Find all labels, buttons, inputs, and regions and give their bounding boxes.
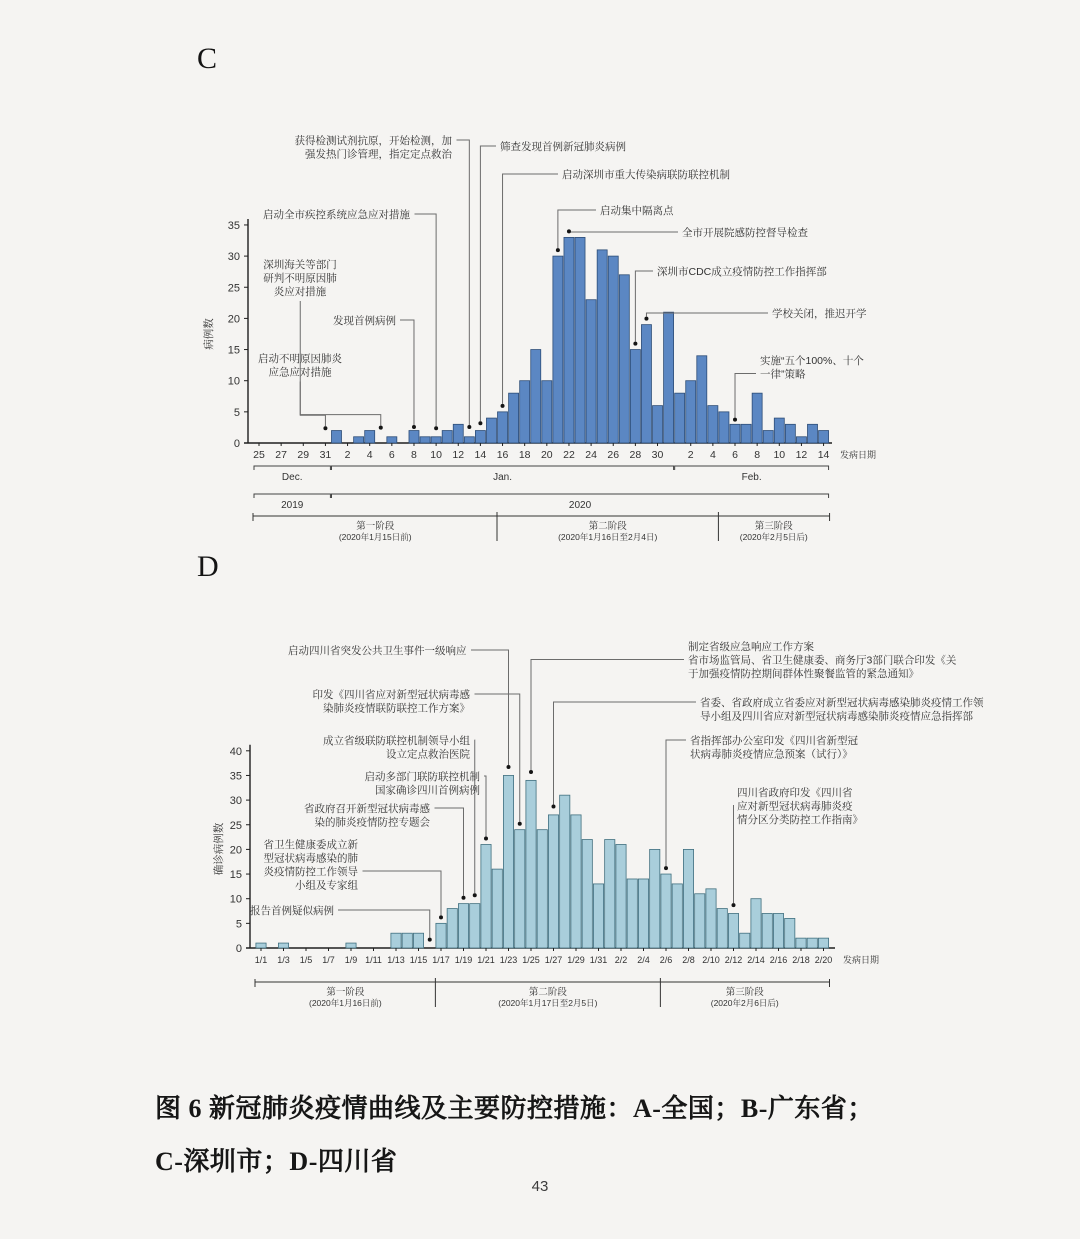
svg-text:省卫生健康委成立新型冠状病毒感染的肺炎疫情防控工作领导小组及: 省卫生健康委成立新型冠状病毒感染的肺炎疫情防控工作领导小组及专家组 (263, 839, 358, 892)
svg-text:20: 20 (227, 313, 240, 326)
svg-text:25: 25 (227, 282, 240, 295)
svg-text:30: 30 (229, 795, 242, 808)
svg-text:第一阶段: 第一阶段 (356, 521, 395, 532)
svg-text:Feb.: Feb. (741, 472, 762, 483)
svg-text:2019: 2019 (281, 500, 304, 511)
svg-text:1/29: 1/29 (567, 955, 585, 965)
svg-text:启动多部门联防联控机制国家确诊四川首例病例: 启动多部门联防联控机制国家确诊四川首例病例 (364, 771, 480, 797)
svg-text:14: 14 (817, 449, 830, 461)
svg-text:5: 5 (235, 918, 242, 931)
svg-text:15: 15 (227, 344, 240, 357)
svg-text:14: 14 (474, 449, 487, 461)
svg-text:10: 10 (773, 449, 786, 461)
svg-text:6: 6 (388, 449, 395, 461)
svg-text:2/12: 2/12 (724, 955, 743, 965)
svg-text:4: 4 (366, 449, 373, 461)
svg-text:(2020年1月16日至2月4日): (2020年1月16日至2月4日) (558, 532, 658, 542)
svg-text:40: 40 (229, 745, 242, 758)
svg-text:发病日期: 发病日期 (840, 450, 877, 460)
epidemic-curve-chart-sichuan (0, 608, 1080, 1053)
svg-text:1/13: 1/13 (387, 955, 405, 965)
svg-text:10: 10 (430, 449, 442, 461)
svg-text:1/5: 1/5 (299, 955, 313, 965)
svg-text:四川省政府印发《四川省应对新型冠状病毒肺炎疫情分区分类防控工: 四川省政府印发《四川省应对新型冠状病毒肺炎疫情分区分类防控工作指南》 (737, 787, 863, 826)
svg-text:发现首例病例: 发现首例病例 (333, 315, 396, 327)
svg-text:启动集中隔离点: 启动集中隔离点 (600, 205, 674, 217)
svg-text:1/27: 1/27 (544, 955, 563, 965)
svg-text:2: 2 (344, 449, 351, 461)
svg-text:启动深圳市重大传染病联防联控机制: 启动深圳市重大传染病联防联控机制 (562, 169, 730, 181)
svg-text:1/31: 1/31 (589, 955, 608, 965)
svg-text:12: 12 (795, 449, 808, 461)
svg-text:28: 28 (629, 449, 642, 461)
svg-text:2/10: 2/10 (702, 955, 720, 965)
svg-text:第三阶段: 第三阶段 (754, 521, 793, 532)
svg-text:制定省级应急响应工作方案省市场监管局、省卫生健康委、商务厅3: 制定省级应急响应工作方案省市场监管局、省卫生健康委、商务厅3部门联合印发《关于加强疫情防控期间群体性聚餐监管的紧急通知》 (688, 641, 957, 680)
svg-text:35: 35 (229, 770, 242, 783)
panel-label-d: D (197, 550, 219, 583)
svg-text:确诊病例数: 确诊病例数 (213, 822, 225, 876)
panel-label-c: C (197, 42, 218, 75)
svg-text:1/21: 1/21 (477, 955, 495, 965)
svg-text:全市开展院感防控督导检查: 全市开展院感防控督导检查 (682, 227, 808, 239)
svg-text:6: 6 (732, 449, 738, 461)
svg-text:启动不明原因肺炎应急应对措施: 启动不明原因肺炎应急应对措施 (258, 353, 342, 379)
svg-text:1/25: 1/25 (522, 955, 540, 965)
svg-text:10: 10 (227, 375, 240, 388)
svg-text:1/1: 1/1 (254, 955, 268, 965)
svg-text:2/18: 2/18 (792, 955, 810, 965)
svg-text:(2020年2月5日后): (2020年2月5日后) (739, 532, 808, 542)
svg-text:27: 27 (275, 449, 287, 461)
svg-text:29: 29 (297, 449, 310, 461)
svg-text:22: 22 (563, 449, 575, 461)
svg-text:5: 5 (233, 406, 240, 419)
svg-text:1/3: 1/3 (277, 955, 290, 965)
svg-text:1/9: 1/9 (344, 955, 358, 965)
svg-text:25: 25 (229, 819, 242, 832)
svg-text:1/19: 1/19 (454, 955, 473, 965)
svg-text:获得检测试剂抗原，开始检测，加强发热门诊管理，指定定点救治: 获得检测试剂抗原，开始检测，加强发热门诊管理，指定定点救治 (294, 135, 452, 161)
svg-text:2/20: 2/20 (814, 955, 833, 965)
svg-text:18: 18 (518, 449, 531, 461)
svg-text:第二阶段: 第二阶段 (588, 521, 627, 532)
svg-text:学校关闭，推迟开学: 学校关闭，推迟开学 (772, 308, 867, 320)
svg-text:1/11: 1/11 (365, 955, 382, 965)
svg-text:深圳市CDC成立疫情防控工作指挥部: 深圳市CDC成立疫情防控工作指挥部 (657, 266, 827, 278)
svg-text:省指挥部办公室印发《四川省新型冠状病毒肺炎疫情应急预案（试行: 省指挥部办公室印发《四川省新型冠状病毒肺炎疫情应急预案（试行）》 (690, 735, 858, 761)
svg-text:(2020年2月6日后): (2020年2月6日后) (710, 998, 779, 1008)
svg-text:24: 24 (585, 449, 597, 461)
svg-text:启动全市疾控系统应急应对措施: 启动全市疾控系统应急应对措施 (263, 209, 410, 221)
svg-text:0: 0 (233, 438, 240, 450)
svg-text:Dec.: Dec. (281, 472, 303, 483)
svg-text:1/15: 1/15 (409, 955, 428, 965)
svg-text:8: 8 (754, 449, 761, 461)
svg-text:2/8: 2/8 (682, 955, 695, 965)
svg-text:病例数: 病例数 (203, 318, 215, 350)
svg-text:筛查发现首例新冠肺炎病例: 筛查发现首例新冠肺炎病例 (500, 141, 626, 153)
svg-text:Jan.: Jan. (493, 472, 512, 483)
svg-text:31: 31 (319, 449, 332, 461)
svg-text:12: 12 (452, 449, 465, 461)
svg-text:2/6: 2/6 (659, 955, 673, 965)
svg-text:1/7: 1/7 (322, 955, 335, 965)
svg-text:2: 2 (687, 449, 694, 461)
svg-text:(2020年1月17日至2月5日): (2020年1月17日至2月5日) (498, 998, 598, 1008)
svg-text:2/16: 2/16 (769, 955, 788, 965)
svg-text:2020: 2020 (568, 500, 592, 511)
svg-text:第三阶段: 第三阶段 (725, 987, 764, 998)
svg-text:省委、省政府成立省委应对新型冠状病毒感染肺炎疫情工作领导小组: 省委、省政府成立省委应对新型冠状病毒感染肺炎疫情工作领导小组及四川省应对新型冠状病毒感染肺炎疫情应急指挥部 (700, 697, 984, 723)
svg-text:30: 30 (651, 449, 664, 461)
svg-text:(2020年1月16日前): (2020年1月16日前) (308, 998, 382, 1008)
svg-text:15: 15 (229, 869, 242, 882)
svg-text:26: 26 (607, 449, 620, 461)
svg-text:成立省级联防联控机制领导小组设立定点救治医院: 成立省级联防联控机制领导小组设立定点救治医院 (323, 735, 470, 761)
svg-text:10: 10 (229, 893, 242, 906)
svg-text:20: 20 (229, 844, 242, 857)
svg-text:第一阶段: 第一阶段 (326, 987, 365, 998)
svg-text:4: 4 (709, 449, 716, 461)
svg-text:报告首例疑似病例: 报告首例疑似病例 (250, 905, 334, 917)
svg-text:(2020年1月15日前): (2020年1月15日前) (338, 532, 412, 542)
svg-text:1/23: 1/23 (499, 955, 518, 965)
svg-text:深圳海关等部门研判不明原因肺炎应对措施: 深圳海关等部门研判不明原因肺炎应对措施 (263, 259, 337, 298)
svg-text:8: 8 (411, 449, 417, 461)
svg-text:2/4: 2/4 (637, 955, 650, 965)
svg-text:35: 35 (227, 219, 240, 232)
figure-caption (155, 1082, 945, 1189)
svg-text:省政府召开新型冠状病毒感染的肺炎疫情防控专题会: 省政府召开新型冠状病毒感染的肺炎疫情防控专题会 (304, 803, 430, 829)
svg-text:0: 0 (235, 943, 242, 955)
svg-text:25: 25 (253, 449, 265, 461)
svg-text:1/17: 1/17 (432, 955, 450, 965)
page-number: 43 (531, 1178, 549, 1195)
svg-text:第二阶段: 第二阶段 (528, 987, 567, 998)
svg-text:启动四川省突发公共卫生事件一级响应: 启动四川省突发公共卫生事件一级响应 (288, 645, 467, 657)
svg-text:发病日期: 发病日期 (843, 955, 880, 965)
svg-text:印发《四川省应对新型冠状病毒感染肺炎疫情联防联控工作方案》: 印发《四川省应对新型冠状病毒感染肺炎疫情联防联控工作方案》 (312, 689, 470, 715)
svg-text:20: 20 (540, 449, 553, 461)
figure-caption-line2: C-深圳市；D-四川省 (155, 1147, 398, 1177)
figure-caption-line1: 图 6 新冠肺炎疫情曲线及主要防控措施：A-全国；B-广东省； (155, 1094, 874, 1123)
epidemic-curve-chart-shenzhen (0, 100, 1080, 570)
svg-text:30: 30 (227, 251, 240, 264)
svg-text:16: 16 (496, 449, 509, 461)
svg-text:2/14: 2/14 (747, 955, 765, 965)
svg-text:实施“五个100%、十个一律”策略: 实施“五个100%、十个一律”策略 (760, 355, 864, 381)
svg-text:2/2: 2/2 (614, 955, 628, 965)
